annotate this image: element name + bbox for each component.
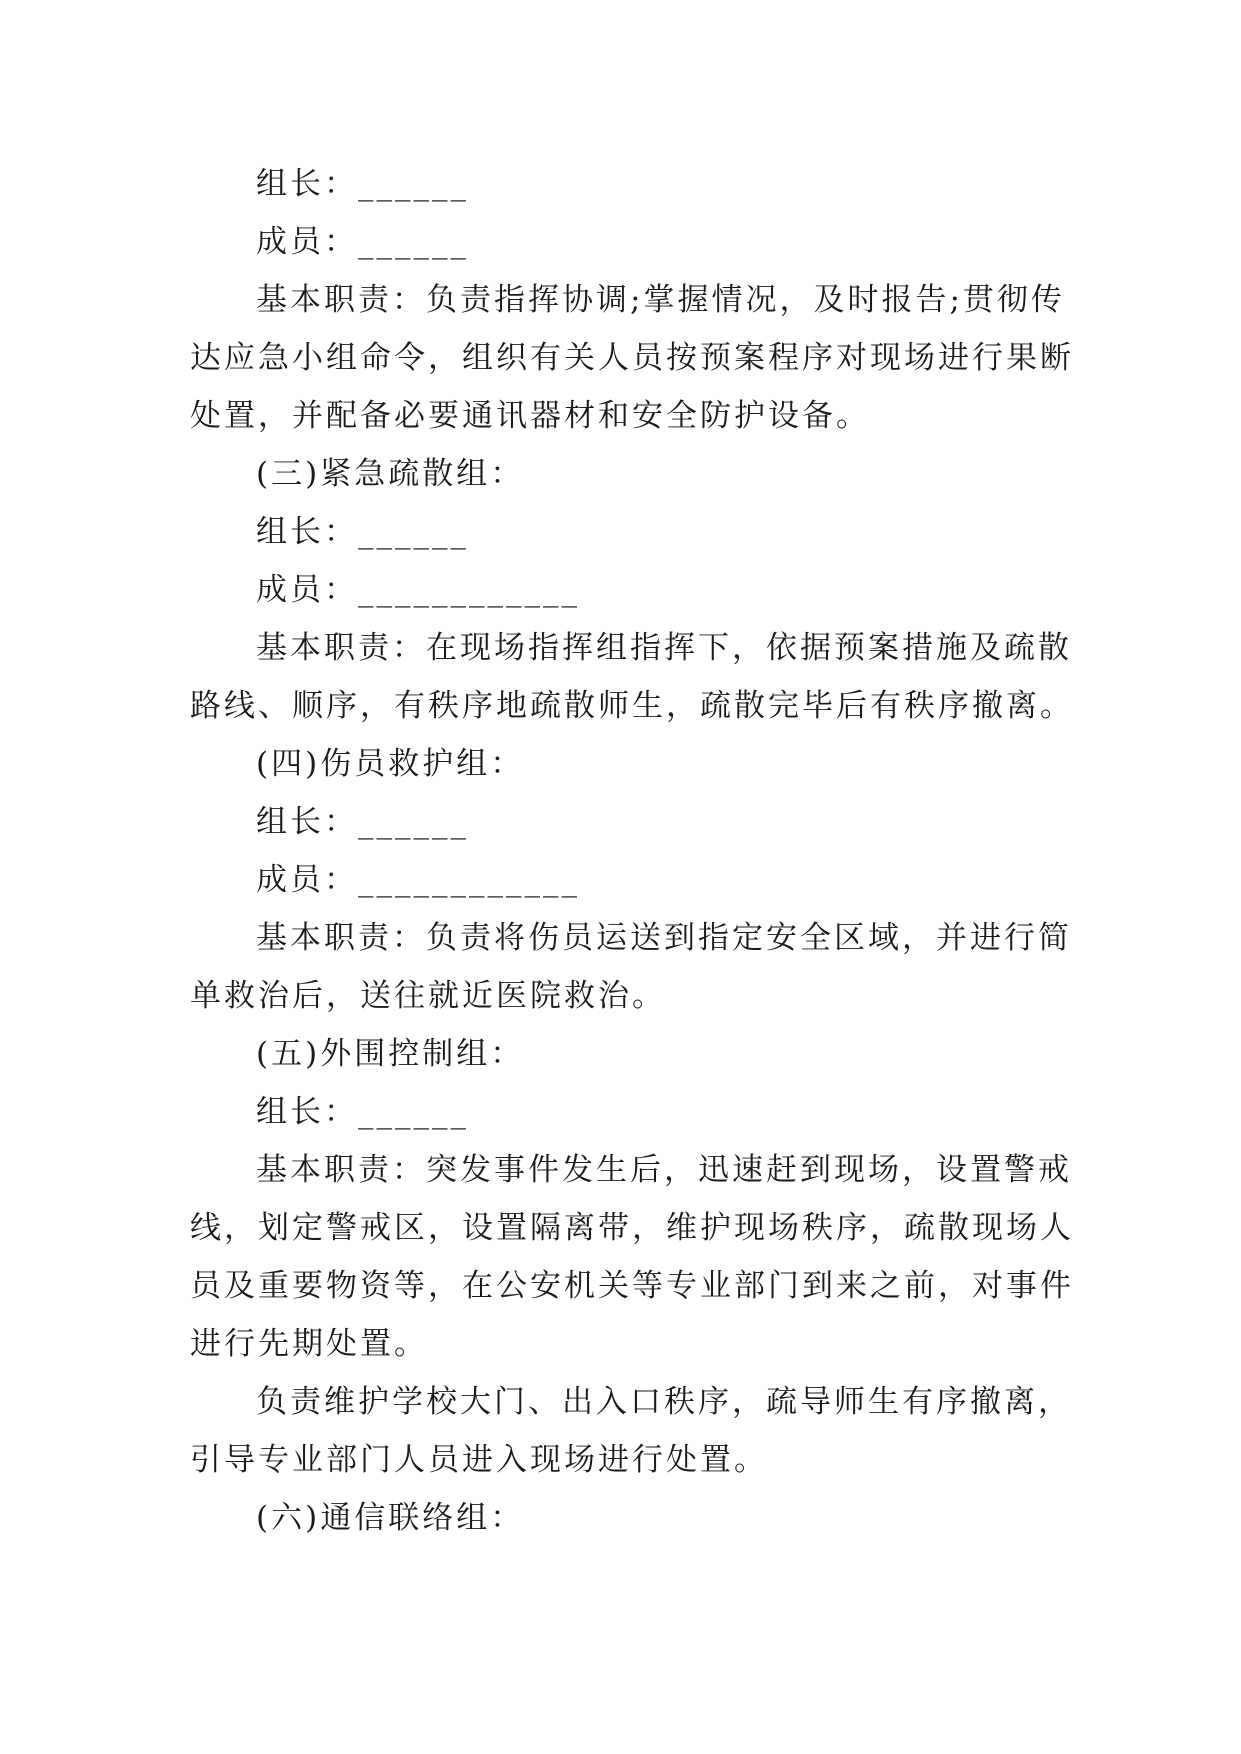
duty-paragraph-line: 基本职责：突发事件发生后，迅速赶到现场，设置警戒 xyxy=(256,1152,1072,1188)
duty-paragraph-line: 处置，并配备必要通讯器材和安全防护设备。 xyxy=(190,398,870,434)
duty-paragraph-line: 进行先期处置。 xyxy=(190,1326,428,1362)
team-member-line: 成员：______ xyxy=(256,224,469,260)
team-leader-line: 组长：______ xyxy=(256,1094,469,1130)
team-leader-line: 组长：______ xyxy=(256,804,469,840)
duty-paragraph-line: 基本职责：负责指挥协调;掌握情况，及时报告;贯彻传 xyxy=(256,282,1065,318)
duty-paragraph-line: 员及重要物资等，在公安机关等专业部门到来之前，对事件 xyxy=(190,1268,1074,1304)
section-heading-rescue: (四)伤员救护组： xyxy=(256,746,525,782)
team-member-line: 成员：____________ xyxy=(256,862,580,898)
duty-paragraph-line: 达应急小组命令，组织有关人员按预案程序对现场进行果断 xyxy=(190,340,1074,376)
duty-paragraph-line: 路线、顺序，有秩序地疏散师生，疏散完毕后有秩序撤离。 xyxy=(190,688,1074,724)
duty-paragraph-line: 负责维护学校大门、出入口秩序，疏导师生有序撤离， xyxy=(256,1384,1072,1420)
duty-paragraph-line: 引导专业部门人员进入现场进行处置。 xyxy=(190,1442,768,1478)
duty-paragraph-line: 线，划定警戒区，设置隔离带，维护现场秩序，疏散现场人 xyxy=(190,1210,1074,1246)
duty-paragraph-line: 基本职责：负责将伤员运送到指定安全区域，并进行简 xyxy=(256,920,1072,956)
section-heading-perimeter: (五)外围控制组： xyxy=(256,1036,525,1072)
document-body xyxy=(190,155,1074,1547)
section-heading-communication: (六)通信联络组： xyxy=(256,1500,525,1536)
duty-paragraph-line: 单救治后，送往就近医院救治。 xyxy=(190,978,666,1014)
duty-paragraph-line: 基本职责：在现场指挥组指挥下，依据预案措施及疏散 xyxy=(256,630,1072,666)
team-member-line: 成员：____________ xyxy=(256,572,580,608)
section-heading-evacuation: (三)紧急疏散组： xyxy=(256,456,525,492)
team-leader-line: 组长：______ xyxy=(256,514,469,550)
team-leader-line: 组长：______ xyxy=(256,166,469,202)
